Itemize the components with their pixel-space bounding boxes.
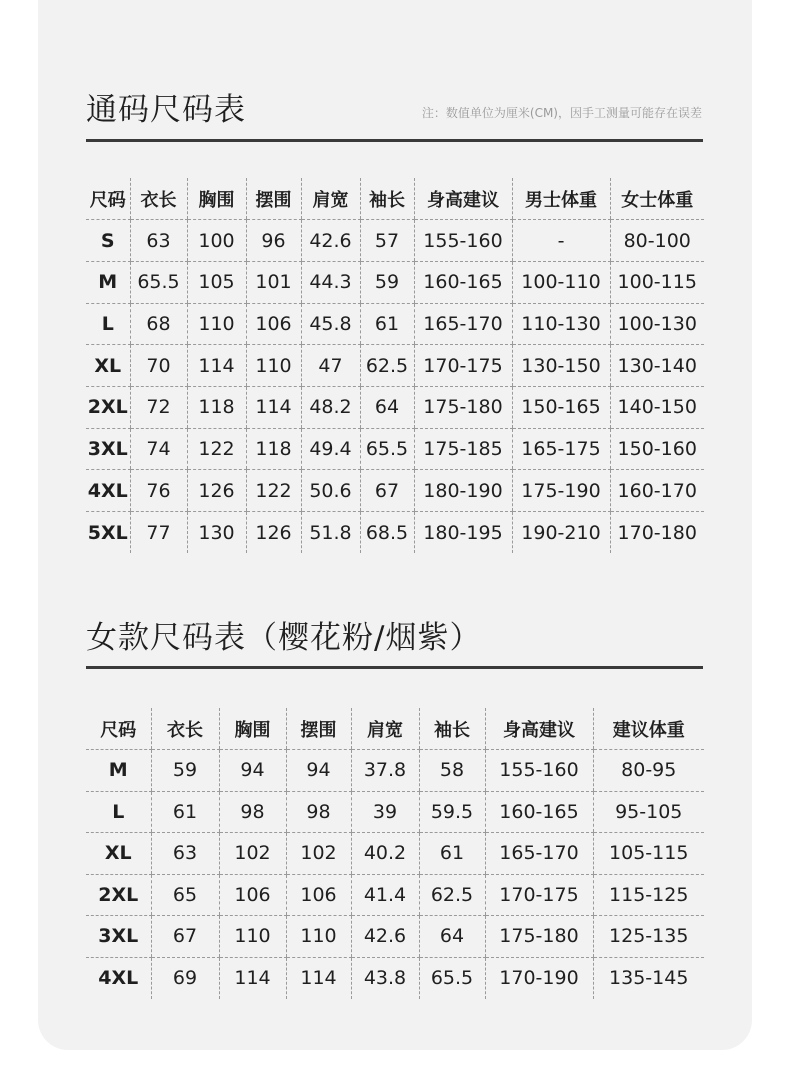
table-cell: 106 [286, 874, 351, 916]
table-cell: 100 [187, 220, 246, 262]
table-row [86, 470, 704, 512]
table-cell: 170-190 [485, 957, 593, 999]
table-cell: 170-180 [610, 512, 704, 554]
table-cell: 61 [151, 791, 219, 833]
table-cell: 180-195 [414, 512, 512, 554]
table-cell: 130-150 [512, 345, 610, 387]
size-label-cell: 3XL [86, 916, 151, 958]
table-cell: 98 [219, 791, 286, 833]
table-row [86, 957, 704, 999]
table-header-row [86, 178, 704, 220]
table-cell: 44.3 [301, 261, 360, 303]
table-cell: 122 [246, 470, 301, 512]
table-cell: 118 [187, 386, 246, 428]
column-header: 衣长 [151, 708, 219, 750]
table-cell: 69 [151, 957, 219, 999]
table-cell: 110 [187, 303, 246, 345]
table-cell: 114 [246, 386, 301, 428]
table-cell: 170-175 [414, 345, 512, 387]
table-row [86, 791, 704, 833]
table-cell: 94 [219, 750, 286, 792]
table-cell: 43.8 [351, 957, 419, 999]
column-header: 男士体重 [512, 178, 610, 220]
table-cell: 98 [286, 791, 351, 833]
table-row [86, 874, 704, 916]
section2-title: 女款尺码表（樱花粉/烟紫） [86, 620, 482, 656]
universal-size-table [86, 178, 704, 553]
table-cell: 59 [151, 750, 219, 792]
table-cell: 40.2 [351, 833, 419, 875]
table-cell: 65.5 [419, 957, 485, 999]
table-cell: 126 [246, 512, 301, 554]
table-cell: 39 [351, 791, 419, 833]
table-cell: 101 [246, 261, 301, 303]
column-header: 胸围 [187, 178, 246, 220]
size-label-cell: 2XL [86, 874, 151, 916]
table-cell: 80-95 [593, 750, 704, 792]
column-header: 尺码 [86, 178, 130, 220]
column-header: 胸围 [219, 708, 286, 750]
table-cell: 155-160 [414, 220, 512, 262]
table-cell: 94 [286, 750, 351, 792]
table-cell: 160-165 [414, 261, 512, 303]
table-cell: 165-170 [485, 833, 593, 875]
table-row [86, 428, 704, 470]
table-cell: 126 [187, 470, 246, 512]
section1-divider [86, 139, 703, 142]
table-cell: 165-170 [414, 303, 512, 345]
table-cell: 59 [360, 261, 414, 303]
table-cell: 106 [219, 874, 286, 916]
table-cell: 102 [219, 833, 286, 875]
table-cell: 67 [151, 916, 219, 958]
table-cell: 106 [246, 303, 301, 345]
table-cell: 37.8 [351, 750, 419, 792]
table-cell: 130-140 [610, 345, 704, 387]
table-cell: 76 [130, 470, 187, 512]
table-cell: 175-180 [485, 916, 593, 958]
size-label-cell: L [86, 303, 130, 345]
table-cell: 48.2 [301, 386, 360, 428]
table-cell: 62.5 [419, 874, 485, 916]
table-cell: 50.6 [301, 470, 360, 512]
column-header: 尺码 [86, 708, 151, 750]
column-header: 摆围 [246, 178, 301, 220]
table-cell: 63 [130, 220, 187, 262]
table-cell: 130 [187, 512, 246, 554]
section1-title: 通码尺码表 [86, 92, 246, 128]
table-header-row [86, 708, 704, 750]
table-cell: 65.5 [130, 261, 187, 303]
column-header: 衣长 [130, 178, 187, 220]
size-label-cell: 2XL [86, 386, 130, 428]
table-cell: 114 [286, 957, 351, 999]
womens-size-table [86, 708, 704, 999]
table-cell: 150-160 [610, 428, 704, 470]
size-label-cell: L [86, 791, 151, 833]
table-cell: 190-210 [512, 512, 610, 554]
table-cell: 110-130 [512, 303, 610, 345]
size-label-cell: S [86, 220, 130, 262]
table-cell: 110 [246, 345, 301, 387]
table-cell: 115-125 [593, 874, 704, 916]
table-cell: 170-175 [485, 874, 593, 916]
column-header: 身高建议 [414, 178, 512, 220]
table-cell: 160-170 [610, 470, 704, 512]
table-row [86, 261, 704, 303]
column-header: 袖长 [360, 178, 414, 220]
table-row [86, 386, 704, 428]
table-cell: 62.5 [360, 345, 414, 387]
table-cell: - [512, 220, 610, 262]
column-header: 建议体重 [593, 708, 704, 750]
column-header: 肩宽 [301, 178, 360, 220]
table-cell: 74 [130, 428, 187, 470]
size-label-cell: M [86, 750, 151, 792]
table-cell: 125-135 [593, 916, 704, 958]
size-label-cell: 3XL [86, 428, 130, 470]
column-header: 身高建议 [485, 708, 593, 750]
table-cell: 61 [419, 833, 485, 875]
table-row [86, 345, 704, 387]
table-cell: 114 [219, 957, 286, 999]
table-cell: 77 [130, 512, 187, 554]
table-cell: 64 [419, 916, 485, 958]
table-cell: 114 [187, 345, 246, 387]
table-cell: 165-175 [512, 428, 610, 470]
table-cell: 135-145 [593, 957, 704, 999]
table-cell: 80-100 [610, 220, 704, 262]
measurement-note: 注：数值单位为厘米(CM)，因手工测量可能存在误差 [421, 106, 702, 120]
table-cell: 160-165 [485, 791, 593, 833]
size-label-cell: 4XL [98, 967, 139, 989]
table-cell: 110 [286, 916, 351, 958]
table-row [86, 833, 704, 875]
column-header: 肩宽 [351, 708, 419, 750]
table-cell: 155-160 [485, 750, 593, 792]
table-cell: 45.8 [301, 303, 360, 345]
column-header: 袖长 [419, 708, 485, 750]
table-cell: 41.4 [351, 874, 419, 916]
table-row [86, 750, 704, 792]
table-cell: 49.4 [301, 428, 360, 470]
table-cell: 68 [130, 303, 187, 345]
column-header: 摆围 [286, 708, 351, 750]
table-cell: 58 [419, 750, 485, 792]
table-cell: 175-180 [414, 386, 512, 428]
table-cell: 59.5 [419, 791, 485, 833]
column-header: 女士体重 [610, 178, 704, 220]
table-cell: 100-130 [610, 303, 704, 345]
size-label-cell: M [86, 261, 130, 303]
table-cell: 61 [360, 303, 414, 345]
table-cell: 67 [360, 470, 414, 512]
table-cell: 65.5 [360, 428, 414, 470]
table-cell: 68.5 [360, 512, 414, 554]
table-cell: 180-190 [414, 470, 512, 512]
table-cell: 118 [246, 428, 301, 470]
table-row [86, 916, 704, 958]
table-cell: 70 [130, 345, 187, 387]
size-label-cell: XL [86, 833, 151, 875]
size-label-cell: 5XL [87, 521, 128, 544]
table-cell: 65 [151, 874, 219, 916]
table-cell: 105 [187, 261, 246, 303]
size-label-cell: 4XL [86, 470, 130, 512]
size-label-cell: XL [86, 345, 130, 387]
table-cell: 122 [187, 428, 246, 470]
table-cell: 105-115 [593, 833, 704, 875]
table-cell: 42.6 [351, 916, 419, 958]
section2-divider [86, 666, 703, 669]
table-cell: 57 [360, 220, 414, 262]
table-cell: 95-105 [593, 791, 704, 833]
table-cell: 140-150 [610, 386, 704, 428]
table-cell: 72 [130, 386, 187, 428]
table-cell: 100-115 [610, 261, 704, 303]
table-cell: 102 [286, 833, 351, 875]
table-cell: 100-110 [512, 261, 610, 303]
table-cell: 110 [219, 916, 286, 958]
table-cell: 42.6 [301, 220, 360, 262]
table-cell: 63 [151, 833, 219, 875]
table-cell: 47 [301, 345, 360, 387]
table-cell: 150-165 [512, 386, 610, 428]
table-row [86, 512, 704, 554]
table-cell: 51.8 [301, 512, 360, 554]
table-row [86, 220, 704, 262]
table-cell: 175-190 [512, 470, 610, 512]
table-cell: 64 [360, 386, 414, 428]
table-cell: 175-185 [414, 428, 512, 470]
table-row [86, 303, 704, 345]
table-cell: 96 [246, 220, 301, 262]
